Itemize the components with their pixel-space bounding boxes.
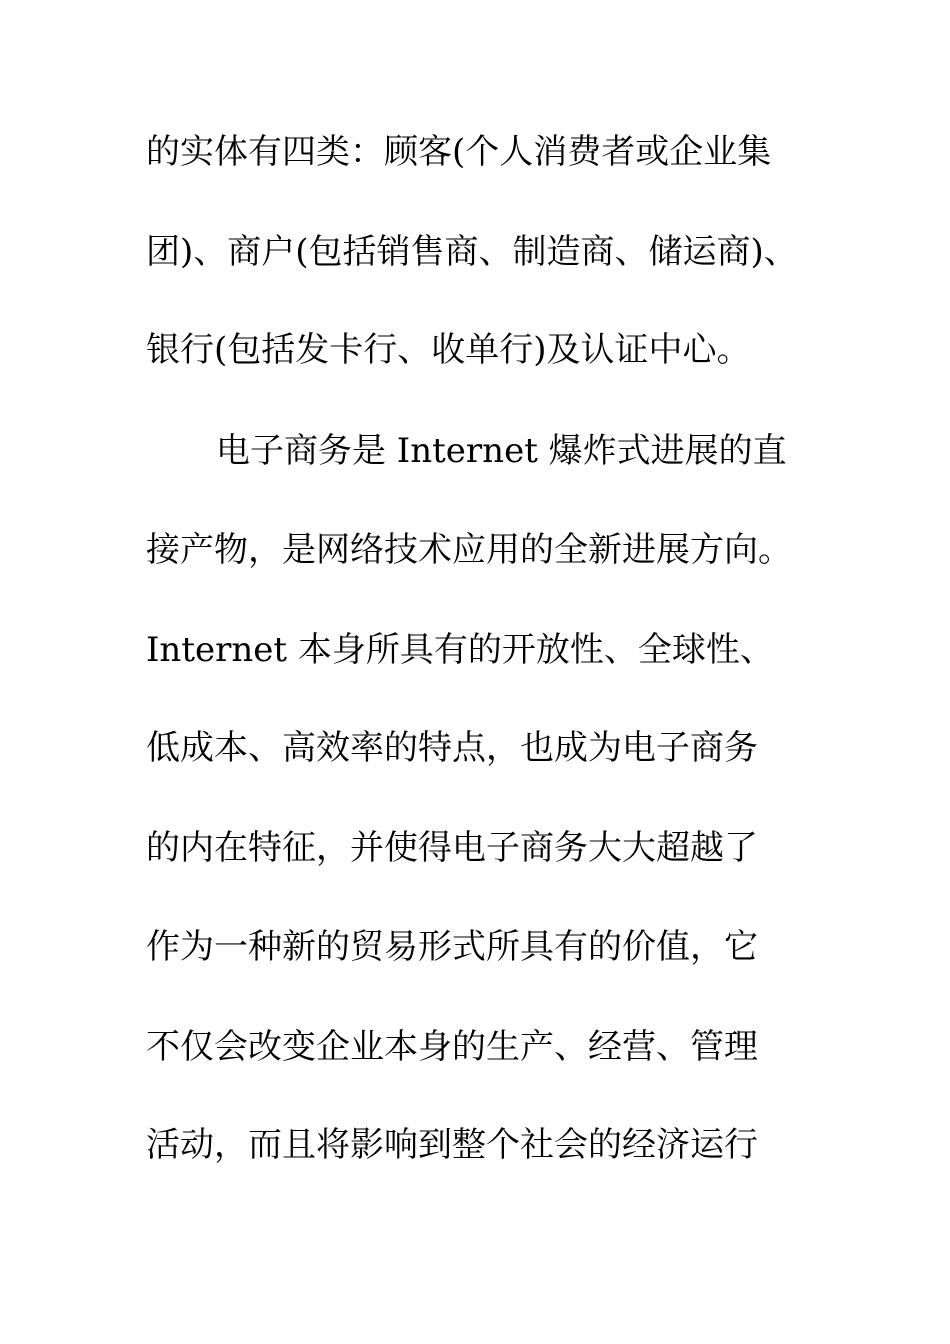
text-line-8: 的内在特征，并使得电子商务大大超越了 — [146, 828, 758, 868]
text-line-9: 作为一种新的贸易形式所具有的价值，它 — [146, 927, 758, 967]
text-line-10: 不仅会改变企业本身的生产、经营、管理 — [146, 1027, 758, 1067]
text-line-11: 活动，而且将影响到整个社会的经济运行 — [146, 1125, 758, 1165]
paragraph-first-line: 电子商务是 Internet 爆炸式进展的直 — [216, 431, 787, 471]
text-line-6: Internet 本身所具有的开放性、全球性、 — [146, 630, 774, 670]
text-line-7: 低成本、高效率的特点，也成为电子商务 — [146, 728, 758, 768]
text-line-2: 团)、商户(包括销售商、制造商、储运商)、 — [146, 232, 798, 272]
text-line-3: 银行(包括发卡行、收单行)及认证中心。 — [146, 330, 751, 370]
text-line-1: 的实体有四类：顾客(个人消费者或企业集 — [146, 132, 772, 172]
text-line-5: 接产物，是网络技术应用的全新进展方向。 — [146, 530, 792, 570]
